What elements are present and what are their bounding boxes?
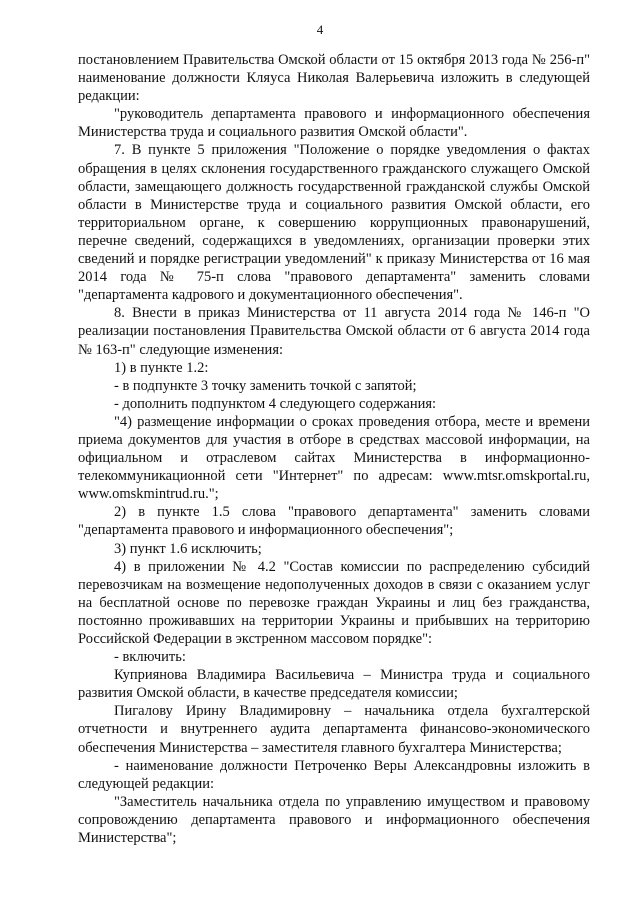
paragraph: 8. Внести в приказ Министерства от 11 августа 2014 года № 146-п "О реализации постановления Правительства Омской области от 6 августа 2014 года № 163-п" следующие изменения: [78, 305, 590, 358]
paragraph: "Заместитель начальника отдела по управлению имуществом и правовому сопровождению департамента правового и информационного обеспечения Министерства"; [78, 793, 590, 847]
paragraph: 1) в пункте 1.2: [114, 359, 209, 376]
paragraph: - включить: [114, 649, 186, 666]
paragraph: 3) пункт 1.6 исключить; [114, 540, 262, 557]
paragraph: Пигалову Ирину Владимировну – начальника отдела бухгалтерской отчетности и внутреннего аудита департамента финансово-экономического обеспечения Министерства – заместителя главного бухгалтера Министерства; [78, 703, 590, 756]
page-number: 4 [316, 22, 324, 37]
paragraph: постановлением Правительства Омской области от 15 октября 2013 года № 256-п" наименование должности Кляуса Николая Валерьевича изложить в следующей редакции: [78, 52, 590, 105]
paragraph: Куприянова Владимира Васильевича – Министра труда и социального развития Омской области, в качестве председателя комиссии; [78, 667, 590, 702]
paragraph: "руководитель департамента правового и информационного обеспечения Министерства труда и социального развития Омской области". [78, 106, 590, 141]
paragraph: - наименование должности Петроченко Веры Александровны изложить в следующей редакции: [78, 757, 590, 792]
paragraph: 4) в приложении № 4.2 "Состав комиссии по распределению субсидий перевозчикам на возмещение недополученных доходов в связи с оказанием услуг на бесплатной основе по перевозке граждан Украины и лиц без гражданства, постоянно проживавших на территории Украины и прибывших на территорию Российской Федерации в экстренном массовом порядке": [78, 558, 590, 647]
paragraph: 7. В пункте 5 приложения "Положение о порядке уведомления о фактах обращения в целях склонения государственного гражданского служащего Омской области, замещающего должность государственной гражданской службы Омской области в Министерстве труда и социального развития Омской области, его территориальном органе, к совершению коррупционных правонарушений, перечне сведений, содержащихся в уведомлениях, организации проверки этих сведений и порядке регистрации уведомлений" к приказу Министерства от 16 мая 2014 года № 75-п слова "правового департамента" заменить словами "департамента кадрового и документационного обеспечения". [78, 142, 590, 304]
paragraph: - в подпункте 3 точку заменить точкой с запятой; [114, 377, 417, 394]
paragraph: "4) размещение информации о сроках проведения отбора, месте и времени приема документов для участия в отборе в средствах массовой информации, на официальном и отраслевом сайтах Министерства в информационно-телекоммуникационной сети "Интернет" по адресам: www.mtsr.omskportal.ru, www.omskmintrud.ru."; [78, 413, 590, 503]
paragraph: - дополнить подпунктом 4 следующего содержания: [114, 395, 437, 412]
document-body [78, 51, 590, 847]
paragraph: 2) в пункте 1.5 слова "правового департамента" заменить словами "департамента правового и информационного обеспечения"; [78, 504, 590, 539]
